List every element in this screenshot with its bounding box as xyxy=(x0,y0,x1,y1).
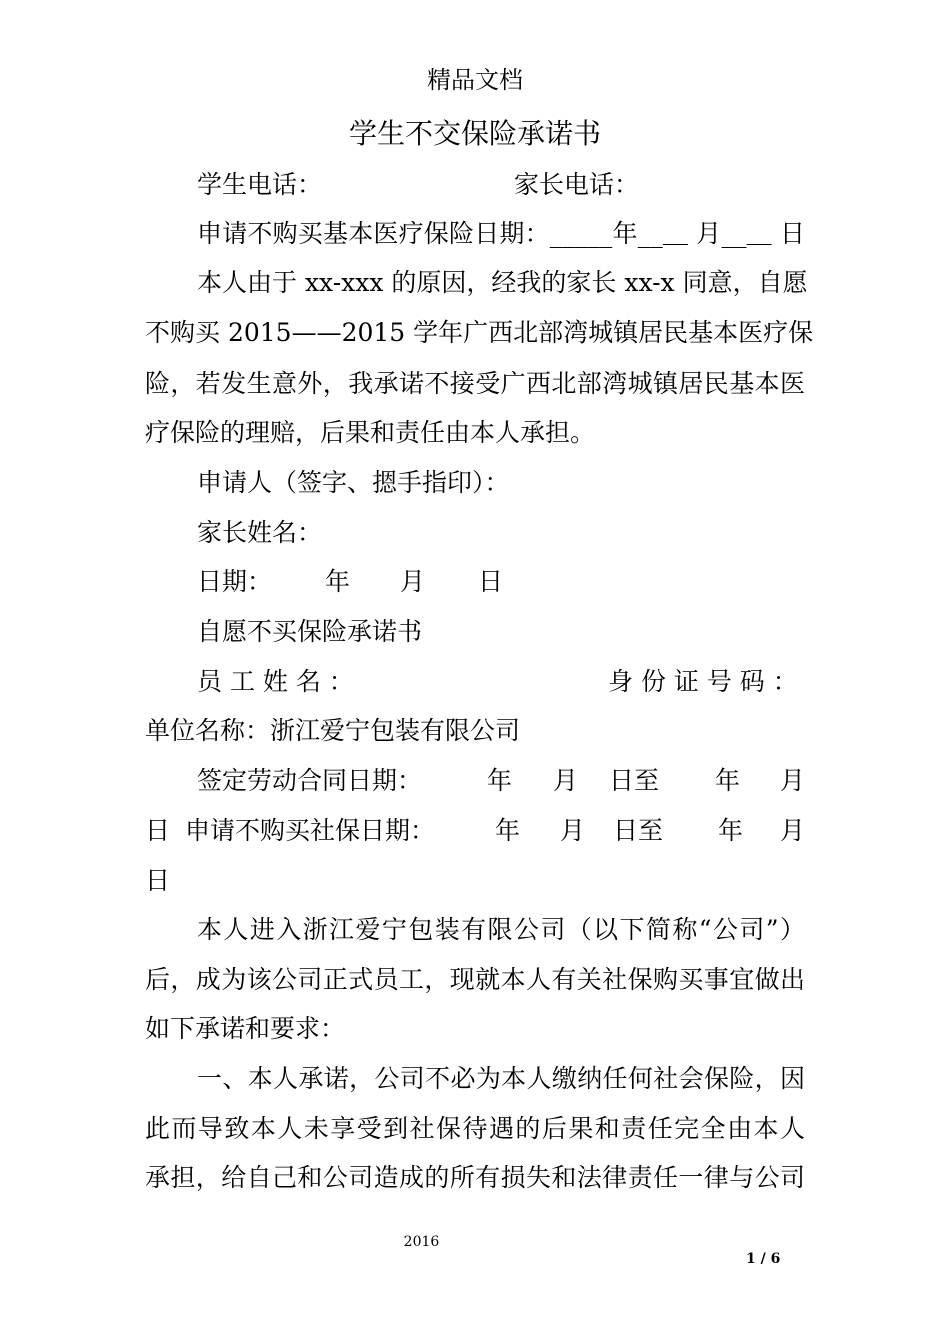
footer-year: 2016 xyxy=(403,1234,440,1250)
date-month: 月 xyxy=(400,567,426,596)
para3-line-1: 一、本人承诺，公司不必为本人缴纳任何社会保险，因 xyxy=(197,1064,805,1093)
para1-line-4: 疗保险的理赔，后果和责任由本人承担。 xyxy=(145,418,596,447)
contract-date-label: 签定劳动合同日期： xyxy=(197,766,423,795)
page-header: 精品文档 xyxy=(427,66,523,94)
para2-line-1: 本人进入浙江爱宁包装有限公司（以下简称“公司”） xyxy=(197,915,805,944)
contract-month-2: 月 xyxy=(780,766,806,795)
document-title: 学生不交保险承诺书 xyxy=(348,117,601,150)
social-line-end: 日 xyxy=(145,866,171,895)
social-date-label: 申请不购买社保日期： xyxy=(185,816,436,845)
id-number-label: 身 份 证 号 码 ： xyxy=(608,667,798,696)
social-year-2: 年 xyxy=(718,816,744,845)
contract-month-1: 月 xyxy=(553,766,579,795)
social-month-2: 月 xyxy=(780,816,806,845)
para1-line-3: 险，若发生意外，我承诺不接受广西北部湾城镇居民基本医 xyxy=(145,369,805,398)
applicant-label: 申请人（签字、摁手指印）： xyxy=(197,468,510,497)
parent-phone-label: 家长电话： xyxy=(514,170,640,199)
para2-line-3: 如下承诺和要求： xyxy=(145,1014,346,1043)
para2-line-2: 后，成为该公司正式员工，现就本人有关社保购买事宜做出 xyxy=(145,965,805,994)
para1-line-1: 本人由于 xx-xxx 的原因，经我的家长 xx-x 同意，自愿 xyxy=(197,268,808,297)
contract-year-1: 年 xyxy=(487,766,513,795)
social-year-1: 年 xyxy=(495,816,521,845)
section2-title: 自愿不买保险承诺书 xyxy=(197,617,423,646)
contract-year-2: 年 xyxy=(715,766,741,795)
apply-date-line: 申请不购买基本医疗保险日期：_____年__＿ 月__＿ 日 xyxy=(197,219,805,248)
social-day-to: 日至 xyxy=(613,816,664,845)
para3-line-3: 承担，给自己和公司造成的所有损失和法律责任一律与公司 xyxy=(145,1163,805,1192)
date-day: 日 xyxy=(478,567,504,596)
para3-line-2: 此而导致本人未享受到社保待遇的后果和责任完全由本人 xyxy=(145,1114,805,1143)
date-year: 年 xyxy=(325,567,351,596)
employee-name-label: 员 工 姓 名 ： xyxy=(197,667,354,696)
student-phone-label: 学生电话： xyxy=(197,170,323,199)
date-label: 日期： xyxy=(197,567,273,596)
company-line: 单位名称：浙江爱宁包装有限公司 xyxy=(145,716,521,745)
para1-line-2: 不购买 2015——2015 学年广西北部湾城镇居民基本医疗保 xyxy=(145,318,814,347)
social-month-1: 月 xyxy=(560,816,586,845)
contract-day-to: 日至 xyxy=(609,766,660,795)
social-line-prefix: 日 xyxy=(145,816,171,845)
page-number: 1 / 6 xyxy=(746,1251,781,1267)
parent-name-label: 家长姓名： xyxy=(197,518,323,547)
